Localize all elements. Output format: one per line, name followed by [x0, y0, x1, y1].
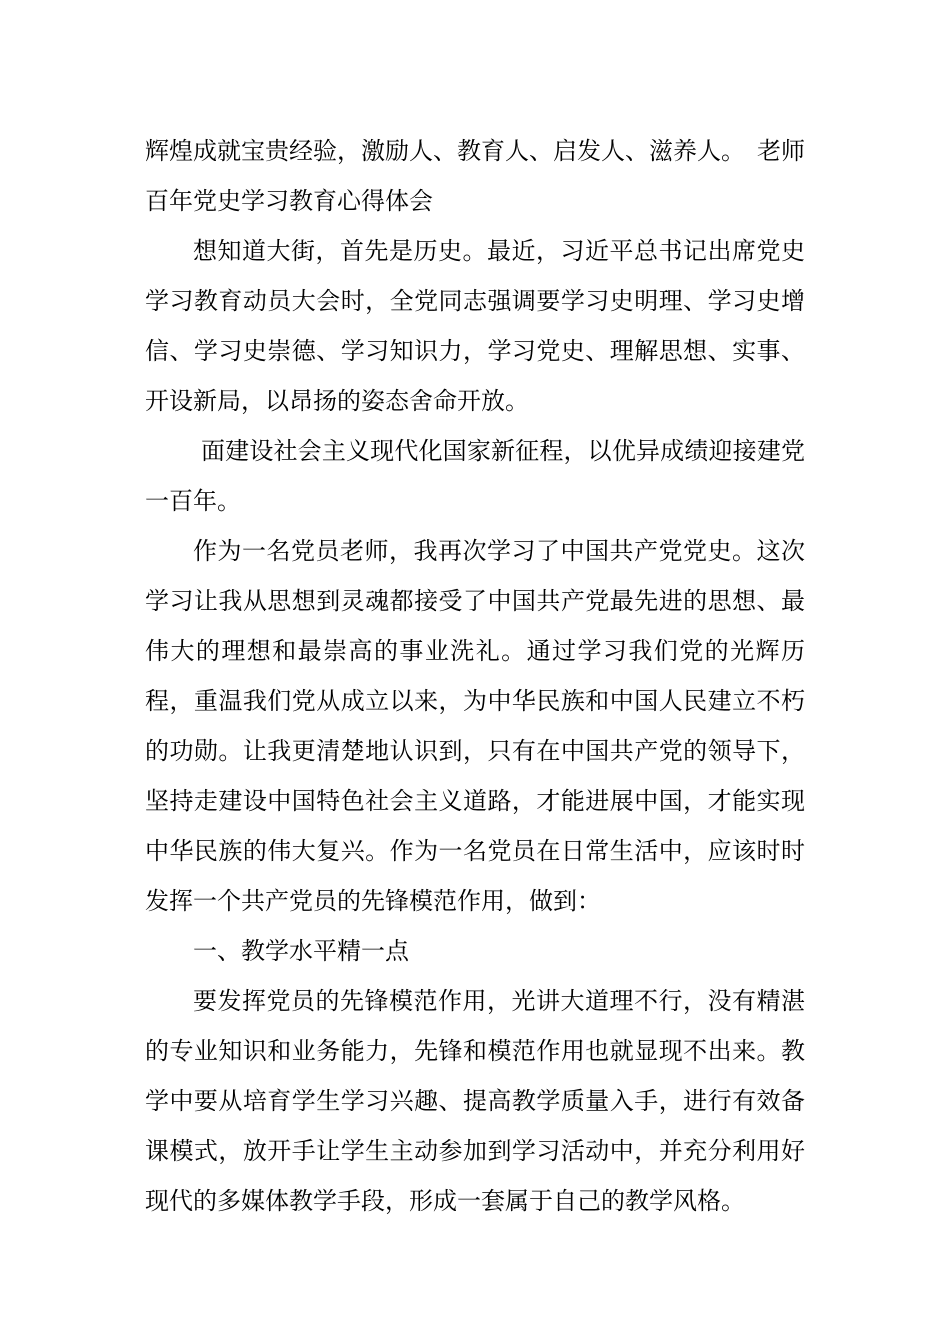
- opening-line-text: 辉煌成就宝贵经验，激励人、教育人、启发人、滋养人。: [145, 137, 745, 165]
- paragraph-2: 面建设社会主义现代化国家新征程，以优异成绩迎接建党一百年。: [145, 437, 805, 515]
- section-heading: 一、教学水平精一点: [193, 937, 409, 965]
- document-body: [145, 126, 805, 1226]
- paragraph-3: 作为一名党员老师，我再次学习了中国共产党党史。这次学习让我从思想到灵魂都接受了中国共产党最先进的思想、最伟大的理想和最崇高的事业洗礼。通过学习我们党的光辉历程，重温我们党从成立以来，为中华民族和中国人民建立不朽的功勋。让我更清楚地认识到，只有在中国共产党的领导下，坚持走建设中国特色社会主义道路，才能进展中国，才能实现中华民族的伟大复兴。作为一名党员在日常生活中，应该时时发挥一个共产党员的先锋模范作用，做到：: [145, 537, 805, 915]
- paragraph-1: 想知道大街，首先是历史。最近，习近平总书记出席党史学习教育动员大会时，全党同志强调要学习史明理、学习史增信、学习史崇德、学习知识力，学习党史、理解思想、实事、开设新局，以昂扬的姿态舍命开放。: [145, 237, 805, 415]
- opening-line: [145, 126, 805, 176]
- document-title: 百年党史学习教育心得体会: [145, 187, 433, 215]
- paragraph-4: 要发挥党员的先锋模范作用，光讲大道理不行，没有精湛的专业知识和业务能力，先锋和模范作用也就显现不出来。教学中要从培育学生学习兴趣、提高教学质量入手，进行有效备课模式，放开手让学生主动参加到学习活动中，并充分利用好现代的多媒体教学手段，形成一套属于自己的教学风格。: [145, 987, 805, 1215]
- opening-line-trailing-text: 老师: [757, 137, 805, 165]
